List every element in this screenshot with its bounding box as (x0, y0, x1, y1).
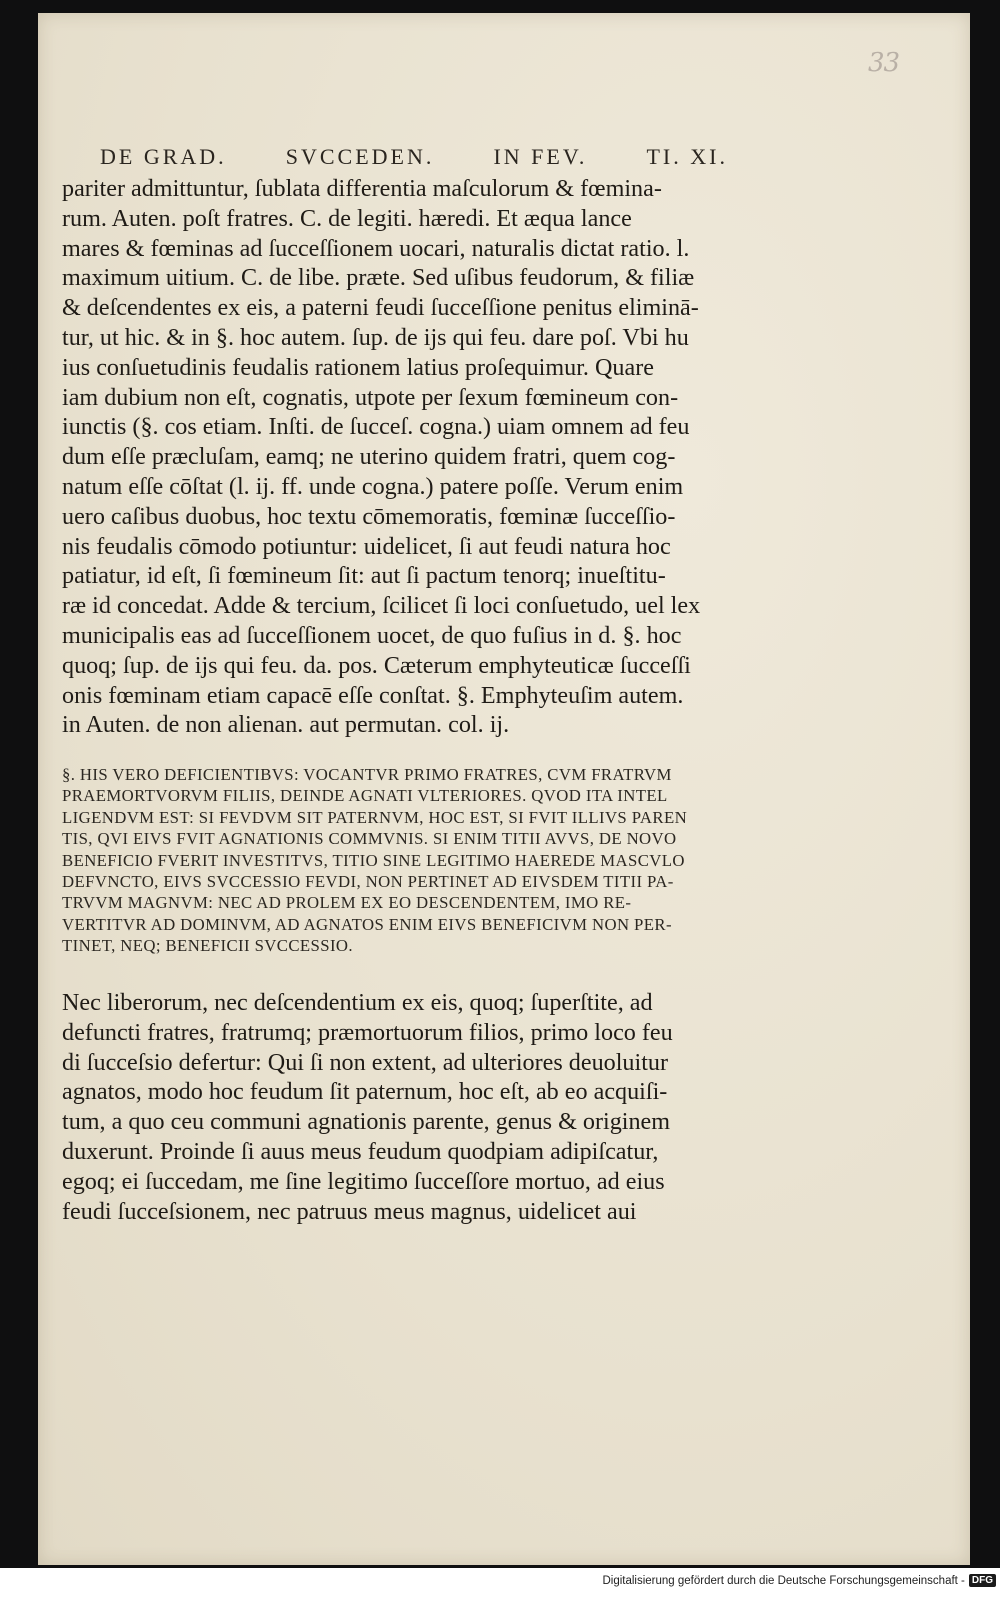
commentary-paragraph-2 (62, 988, 742, 1226)
running-header (100, 140, 728, 174)
text-line: Nec liberorum, nec deſcendentium ex eis, quoq; ſuperſtite, ad (62, 989, 653, 1016)
text-line: pariter admittuntur, ſublata differentia maſculorum & fœmina- (62, 175, 662, 202)
text-line: dum eſſe præcluſam, eamq; ne uterino quidem fratri, quem cog- (62, 443, 676, 471)
text-line: maximum uitium. C. de libe. præte. Sed uſibus feudorum, & filiæ (62, 264, 695, 292)
text-line: rum. Auten. poſt fratres. C. de legiti. hæredi. Et æqua lance (62, 204, 632, 232)
dfg-logo-icon: DFG (969, 1574, 996, 1587)
folio-number: 33 (868, 48, 900, 78)
rubric-line: TRVVM MAGNVM: NEC AD PROLEM EX EO DESCENDENTEM, IMO RE- (62, 893, 632, 913)
credit-text: Digitalisierung gefördert durch die Deutsche Forschungsgemeinschaft - (602, 1574, 965, 1587)
running-header-part: IN FEV. (493, 144, 588, 169)
commentary-paragraph-1 (62, 174, 742, 740)
text-line: nis feudalis cōmodo potiuntur: uidelicet, ſi aut feudi natura hoc (62, 532, 671, 560)
text-line: municipalis eas ad ſucceſſionem uocet, de quo fuſius in d. §. hoc (62, 621, 682, 649)
text-line: ræ id concedat. Adde & tercium, ſcilicet ſi loci conſuetudo, uel lex (62, 592, 701, 620)
rubric-line: BENEFICIO FVERIT INVESTITVS, TITIO SINE LEGITIMO HAEREDE MASCVLO (62, 850, 685, 870)
running-header-part: SVCCEDEN. (285, 144, 435, 169)
digitization-credit (602, 1574, 996, 1587)
text-line: tur, ut hic. & in §. hoc autem. ſup. de ijs qui feu. dare poſ. Vbi hu (62, 323, 689, 351)
running-header-part: TI. XI. (646, 144, 728, 169)
text-line: mares & fœminas ad ſucceſſionem uocari, naturalis dictat ratio. l. (62, 234, 690, 262)
text-line: tum, a quo ceu communi agnationis parente, genus & originem (62, 1108, 671, 1136)
rubric-line: DEFVNCTO, EIVS SVCCESSIO FEVDI, NON PERTINET AD EIVSDEM TITII PA- (62, 872, 674, 892)
text-line: di ſucceſsio defertur: Qui ſi non extent, ad ulteriores deuoluitur (62, 1048, 669, 1076)
text-line: quoq; ſup. de ijs qui feu. da. pos. Cæterum emphyteuticæ ſucceſſi (62, 651, 691, 679)
text-line: onis fœminam etiam capacē eſſe conſtat. §. Emphyteuſim autem. (62, 681, 684, 709)
text-line: uero caſibus duobus, hoc textu cōmemoratis, fœminæ ſucceſſio- (62, 502, 676, 530)
running-header-part: DE GRAD. (100, 144, 227, 169)
text-line: & deſcendentes ex eis, a paterni feudi ſucceſſione penitus eliminā- (62, 294, 699, 322)
rubric-line: PRAEMORTVORVM FILIIS, DEINDE AGNATI VLTERIORES. QVOD ITA INTEL (62, 786, 668, 806)
text-line: feudi ſucceſsionem, nec patruus meus magnus, uidelicet aui (62, 1197, 637, 1225)
text-line: egoq; ei ſuccedam, me ſine legitimo ſucceſſore mortuo, ad eius (62, 1167, 665, 1195)
text-line: iam dubium non eſt, cognatis, utpote per ſexum fœmineum con- (62, 383, 679, 411)
text-line: patiatur, id eſt, ſi fœmineum ſit: aut ſi pactum tenorq; inueſtitu- (62, 562, 666, 590)
rubric-line: VERTITVR AD DOMINVM, AD AGNATOS ENIM EIVS BENEFICIVM NON PER- (62, 914, 672, 934)
rubric-line: LIGENDVM EST: SI FEVDVM SIT PATERNVM, HOC EST, SI FVIT ILLIVS PAREN (62, 807, 688, 827)
text-line: agnatos, modo hoc feudum ſit paternum, hoc eſt, ab eo acquiſi- (62, 1078, 668, 1106)
text-line: defuncti fratres, fratrumq; præmortuorum filios, primo loco feu (62, 1018, 673, 1046)
text-line: ius conſuetudinis feudalis rationem latius proſequimur. Quare (62, 353, 654, 381)
statute-rubric (62, 764, 742, 957)
text-line: natum eſſe cōſtat (l. ij. ff. unde cogna.) patere poſſe. Verum enim (62, 472, 684, 500)
rubric-line: TIS, QVI EIVS FVIT AGNATIONIS COMMVNIS. SI ENIM TITII AVVS, DE NOVO (62, 829, 677, 849)
text-line: duxerunt. Proinde ſi auus meus feudum quodpiam adipiſcatur, (62, 1137, 659, 1165)
text-line: iunctis (§. cos etiam. Inſti. de ſucceſ. cogna.) uiam omnem ad feu (62, 413, 690, 441)
rubric-line: §. HIS VERO DEFICIENTIBVS: VOCANTVR PRIMO FRATRES, CVM FRATRVM (62, 765, 672, 784)
rubric-line: TINET, NEQ; BENEFICII SVCCESSIO. (62, 936, 354, 956)
text-line: in Auten. de non alienan. aut permutan. col. ij. (62, 711, 510, 739)
